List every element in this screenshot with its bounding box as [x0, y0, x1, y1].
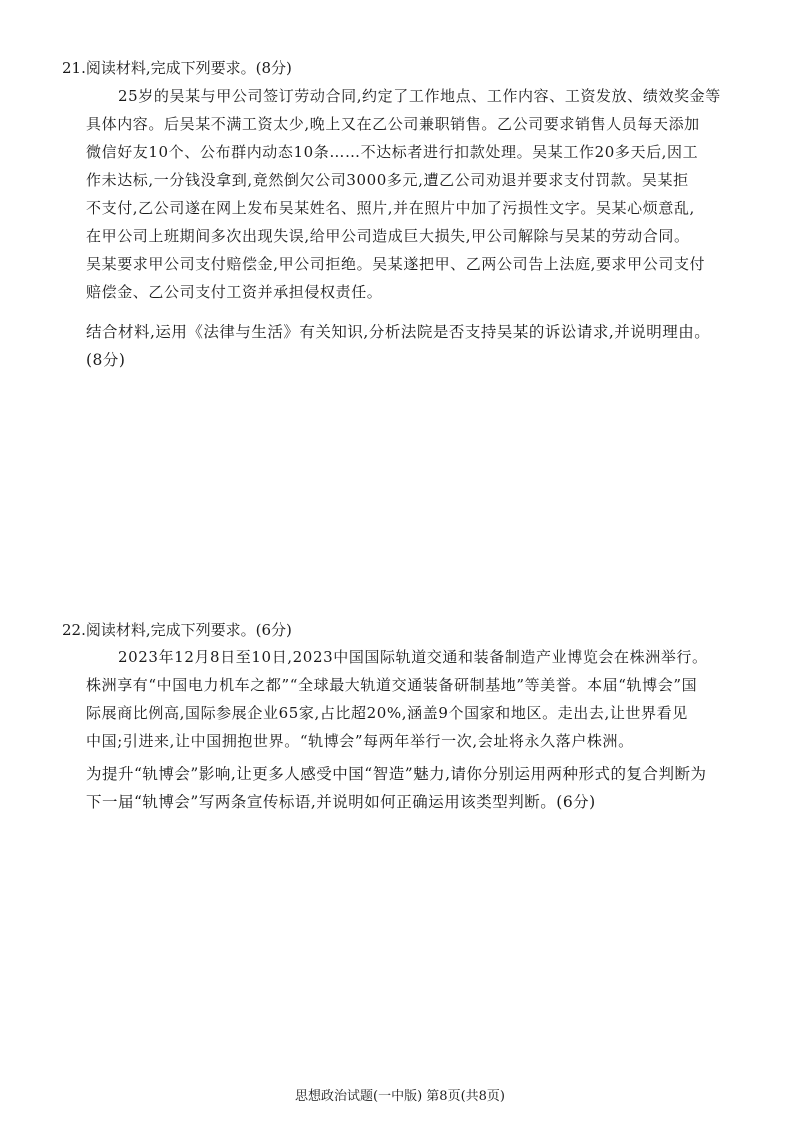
question-21-task: [86, 318, 736, 374]
material-line: 不支付,乙公司遂在网上发布吴某姓名、照片,并在照片中加了污损性文字。吴某心烦意乱,: [86, 199, 695, 217]
question-22-heading: 22.阅读材料,完成下列要求。(6分): [62, 621, 292, 639]
page-footer: 思想政治试题(一中版) 第8页(共8页): [295, 1089, 505, 1104]
material-line: 作未达标,一分钱没拿到,竟然倒欠公司3000多元,遭乙公司劝退并要求支付罚款。吴某拒: [86, 171, 689, 189]
question-22-task: [86, 760, 736, 816]
material-line: 际展商比例高,国际参展企业65家,占比超20%,涵盖9个国家和地区。走出去,让世界看见: [86, 704, 688, 722]
task-line: (8分): [86, 351, 126, 369]
material-line: 赔偿金、乙公司支付工资并承担侵权责任。: [86, 283, 383, 301]
question-21-heading: 21.阅读材料,完成下列要求。(8分): [62, 59, 292, 77]
material-line: 具体内容。后吴某不满工资太少,晚上又在乙公司兼职销售。乙公司要求销售人员每天添加: [86, 115, 700, 133]
material-line: 微信好友10个、公布群内动态10条……不达标者进行扣款处理。吴某工作20多天后,因工: [86, 143, 699, 161]
material-line: 25岁的吴某与甲公司签订劳动合同,约定了工作地点、工作内容、工资发放、绩效奖金等: [118, 87, 721, 105]
task-line: 为提升“轨博会”影响,让更多人感受中国“智造”魅力,请你分别运用两种形式的复合判断为: [86, 765, 707, 783]
task-line: 结合材料,运用《法律与生活》有关知识,分析法院是否支持吴某的诉讼请求,并说明理由。: [86, 323, 711, 341]
task-line: 下一届“轨博会”写两条宣传标语,并说明如何正确运用该类型判断。(6分): [86, 793, 596, 811]
material-line: 吴某要求甲公司支付赔偿金,甲公司拒绝。吴某遂把甲、乙两公司告上法庭,要求甲公司支付: [86, 255, 706, 273]
material-line: 2023年12月8日至10日,2023中国国际轨道交通和装备制造产业博览会在株洲举行。: [118, 648, 708, 666]
question-21-material: [86, 82, 726, 306]
material-line: 在甲公司上班期间多次出现失误,给甲公司造成巨大损失,甲公司解除与吴某的劳动合同。: [86, 227, 690, 245]
question-22-material: [86, 643, 726, 755]
material-line: 中国;引进来,让中国拥抱世界。“轨博会”每两年举行一次,会址将永久落户株洲。: [86, 732, 634, 750]
material-line: 株洲享有“中国电力机车之都”“全球最大轨道交通装备研制基地”等美誉。本届“轨博会”国: [86, 676, 698, 694]
